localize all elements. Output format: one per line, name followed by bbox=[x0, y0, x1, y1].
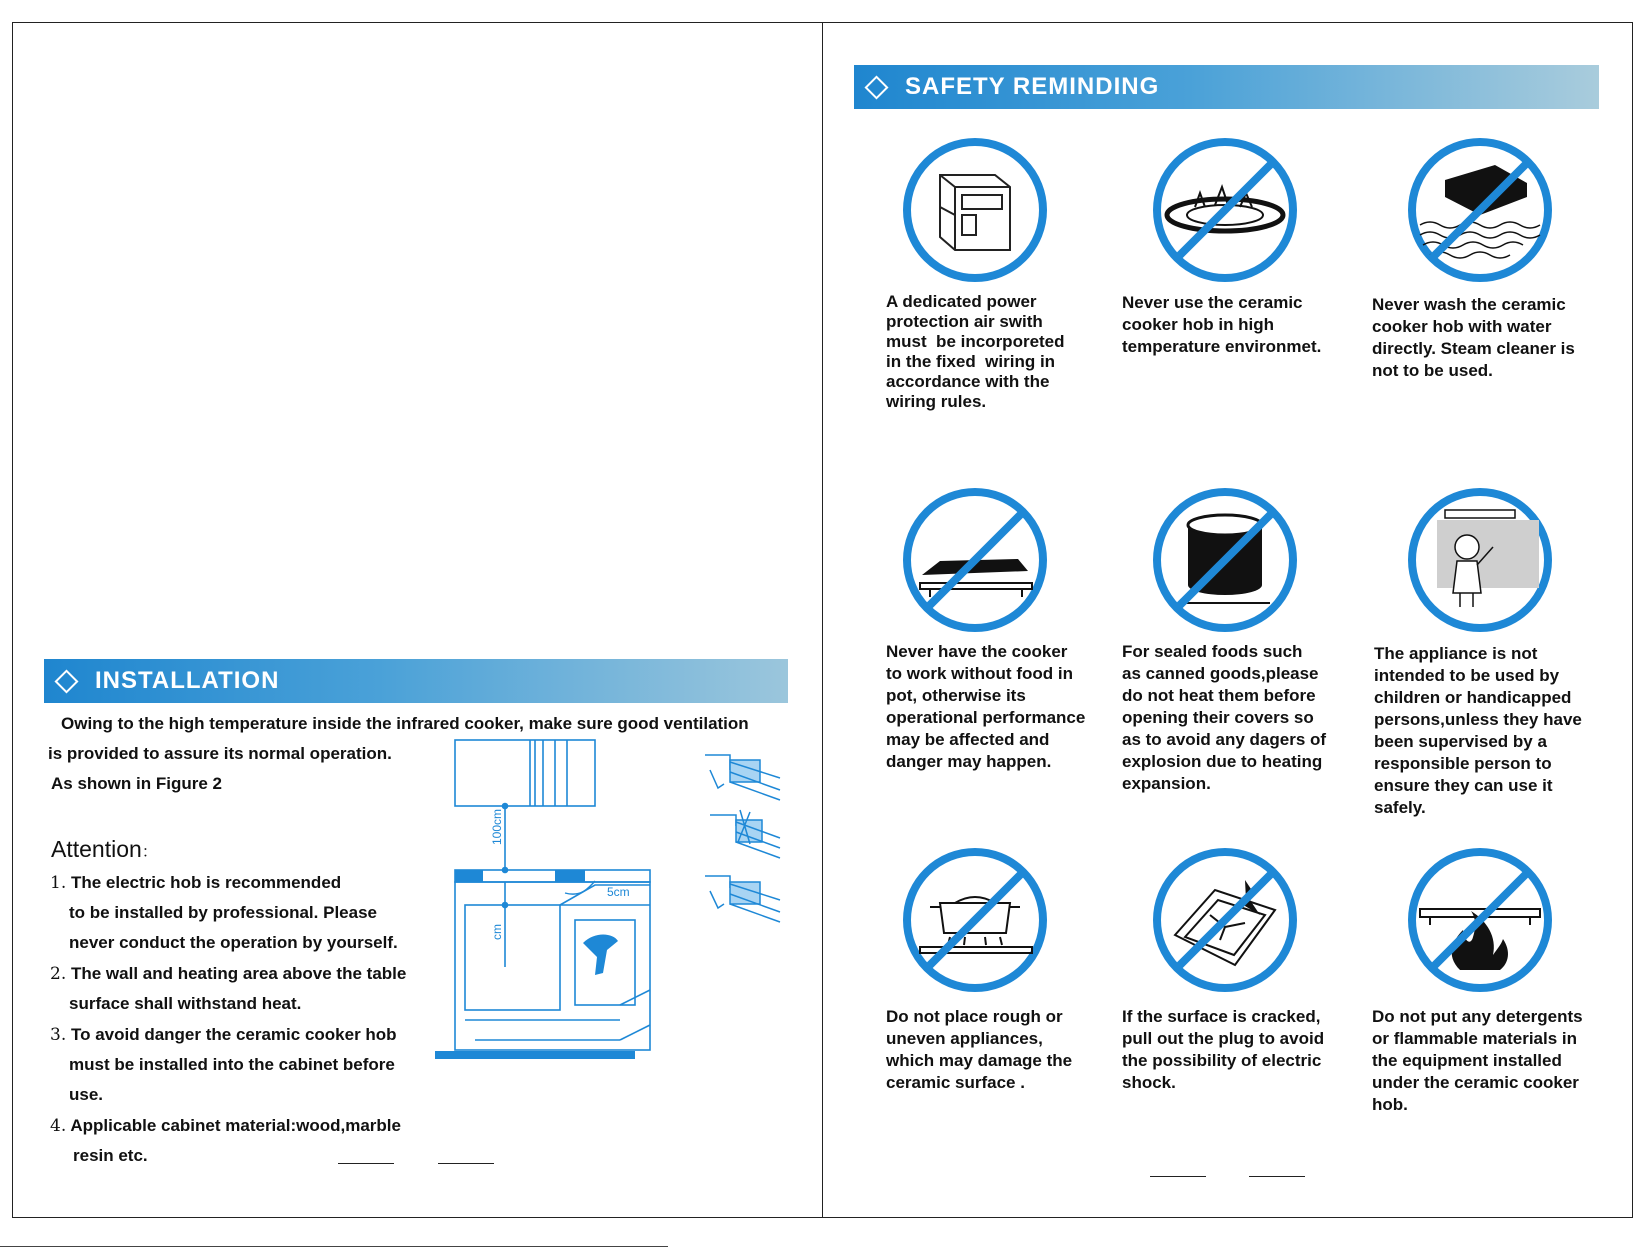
no-sealed-can-icon bbox=[1150, 485, 1300, 635]
safety-caption-1: A dedicated power protection air swith must be incorporeted in the fixed wiring in accordance with the wiring rules. bbox=[886, 292, 1065, 411]
no-water-wash-icon bbox=[1405, 135, 1555, 285]
page-number-line bbox=[438, 1163, 494, 1164]
no-gas-burner-icon bbox=[1150, 135, 1300, 285]
safety-caption-8: If the surface is cracked, pull out the plug to avoid the possibility of electric shock. bbox=[1122, 1007, 1325, 1092]
power-switch-icon bbox=[900, 135, 1050, 285]
attention-item-2: 2. The wall and heating area above the table bbox=[50, 964, 407, 984]
no-flammable-icon bbox=[1405, 845, 1555, 995]
page-number-line bbox=[1150, 1176, 1206, 1177]
page-divider bbox=[822, 22, 823, 1218]
diamond-icon bbox=[54, 669, 78, 693]
safety-heading-banner bbox=[854, 65, 1599, 109]
attention-item-4: 4. Applicable cabinet material:wood,marble bbox=[50, 1116, 401, 1136]
edge-detail-figure bbox=[700, 748, 785, 928]
attention-item-4-line2: resin etc. bbox=[73, 1146, 148, 1165]
attention-item-1: 1. The electric hob is recommended bbox=[50, 873, 342, 893]
installation-intro-line1: Owing to the high temperature inside the infrared cooker, make sure good ventilation bbox=[61, 714, 749, 733]
installation-intro-line2: is provided to assure its normal operation. bbox=[48, 744, 392, 763]
safety-caption-5: For sealed foods such as canned goods,please do not heat them before opening their covers so as to avoid any dagers of explosion due to heating expansion. bbox=[1122, 642, 1327, 793]
installation-heading: INSTALLATION bbox=[95, 667, 280, 694]
page-number-line bbox=[338, 1163, 394, 1164]
safety-caption-7: Do not place rough or uneven appliances, which may damage the ceramic surface . bbox=[886, 1007, 1073, 1092]
safety-caption-3: Never wash the ceramic cooker hob with water directly. Steam cleaner is not to be used. bbox=[1372, 295, 1575, 380]
attention-item-3-line2: must be installed into the cabinet before bbox=[69, 1055, 395, 1074]
no-empty-pot-icon bbox=[900, 485, 1050, 635]
no-rough-pot-icon bbox=[900, 845, 1050, 995]
attention-item-1-line2: to be installed by professional. Please bbox=[69, 903, 377, 922]
safety-heading: SAFETY REMINDING bbox=[905, 73, 1160, 100]
child-warning-icon bbox=[1405, 485, 1555, 635]
diamond-icon bbox=[864, 75, 888, 99]
attention-item-2-line2: surface shall withstand heat. bbox=[69, 994, 302, 1013]
figure-label-height: 100cm bbox=[490, 808, 504, 845]
attention-heading: Attention： bbox=[51, 836, 158, 862]
bottom-edge-line bbox=[0, 1246, 668, 1247]
safety-caption-9: Do not put any detergents or flammable materials in the equipment installed under the ceramic cooker hob. bbox=[1372, 1007, 1583, 1114]
safety-caption-2: Never use the ceramic cooker hob in high temperature environmet. bbox=[1122, 293, 1322, 356]
attention-item-3: 3. To avoid danger the ceramic cooker hob bbox=[50, 1025, 397, 1045]
installation-intro-line3: As shown in Figure 2 bbox=[51, 774, 222, 793]
attention-item-1-line3: never conduct the operation by yourself. bbox=[69, 933, 398, 952]
attention-item-3-line3: use. bbox=[69, 1085, 104, 1104]
page-number-line bbox=[1249, 1176, 1305, 1177]
figure-label-cm: cm bbox=[490, 924, 504, 940]
no-cracked-surface-icon bbox=[1150, 845, 1300, 995]
installation-heading-banner bbox=[44, 659, 788, 703]
safety-caption-6: The appliance is not intended to be used by children or handicapped persons,unless they have been supervised by a responsible person to ensure they can use it safely. bbox=[1374, 644, 1582, 817]
figure-label-gap: 5cm bbox=[607, 885, 630, 899]
safety-caption-4: Never have the cooker to work without food in pot, otherwise its operational performance may be affected and danger may happen. bbox=[886, 642, 1086, 771]
